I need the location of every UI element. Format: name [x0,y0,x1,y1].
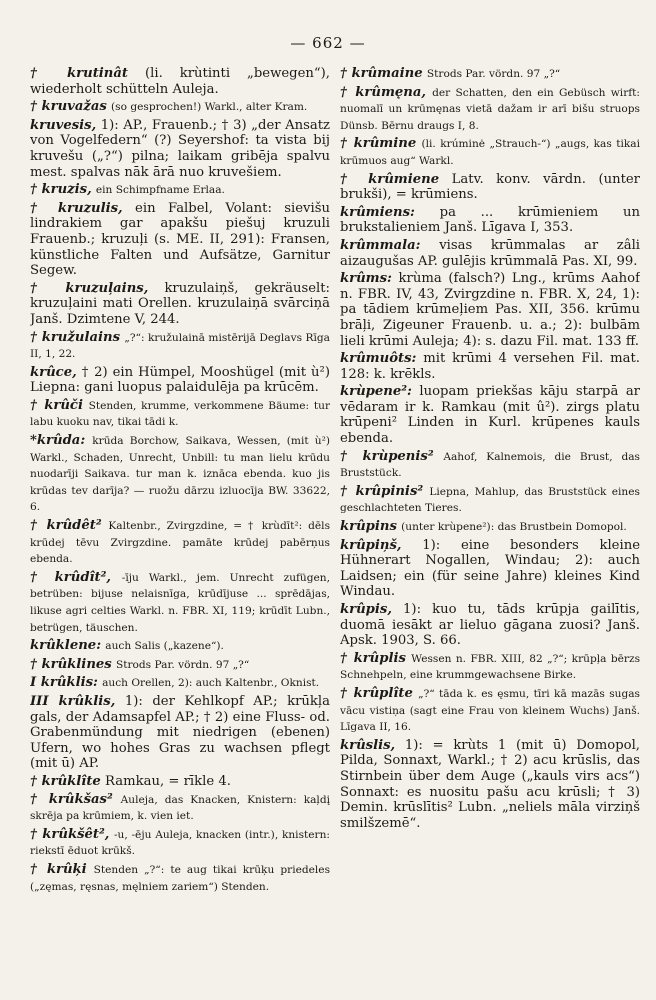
entry-text: auch Salis („kazene“). [105,640,224,653]
entry-text: Kaltenbr., Zvirgzdine, = † krùdīt²: dēls krūdej tēvu Zvirgzdine. pamāte krūdej pabērņus ebenda. [30,520,330,566]
headword: † krùpenis² [340,448,434,464]
entry-text: 1): der Kehlkopf AP.; krūkļa gals, der Adamsapfel AP.; † 2) eine Fluss- od. Grabenmündung mit niedrigen (ebenen) Ufern, wo hohes Gras zu wachsen pflegt (mit ū) AP. [30,693,330,772]
headword: krûklene: [30,638,102,654]
entry-text: Wessen n. FBR. XIII, 82 „?“; krūpļa bērzs Schnehpeln, eine krummgewachsene Birke. [340,652,640,682]
entry-krumine [340,136,640,169]
page-number: — 662 — [290,34,366,52]
entry-text: „?“ tāda k. es ęsmu, tīri kā mazās sugas vācu vistiņa (sagt eine Frau von kleinem Wuchs) Janš. Līgava II, 16. [340,687,640,734]
headword: † krûmiene [340,171,440,187]
entry-kruklite [30,774,330,790]
entry-krukset [30,827,330,860]
headword: † krûplîte [340,685,413,701]
entry-krumiene [340,172,640,203]
entry-text: Ramkau, = rīkle 4. [105,773,231,789]
entry-kruzis [30,182,330,199]
entry-text: 1): eine besonders kleine Hühnerart Nogallen, Windau; 2): auch Laidsen; ein (für seine Jahre) kleines Kind Windau. [340,537,640,600]
entry-text: Stenden „?“: te aug tikai krūķu priedeles („zęmas, ręsnas, męlniem zariem“) Stenden. [30,863,330,893]
entry-krupene [340,384,640,446]
entry-krupins-2 [340,538,640,600]
entry-text: luopam priekšas kāju starpā ar vēdaram ir k. Ramkau (mit û²). zirgs platu krūpeni² Linden in Kurl. krūpenes kauls ebenda. [340,384,640,447]
entry-krumiens [340,205,640,236]
headword: † krûklines [30,656,112,672]
headword: † krûkšêt², [30,826,110,842]
headword: † krûmaine [340,66,423,81]
entry-kruplite [340,686,640,736]
entry-krupenis [340,449,640,482]
entry-krupis [340,602,640,649]
headword: krûce, [30,364,77,380]
headword: kruvesis, [30,117,97,133]
entry-krumuots [340,351,640,382]
entry-krupins [340,519,640,536]
entry-krums [340,271,640,349]
entry-text: Stenden, krumme, verkommene Bäume: tur labu kuoku nav, tikai tādi k. [30,399,330,429]
headword: † krûdêt² [30,518,102,534]
entry-krudit [30,570,330,636]
entry-text: -īju Warkl., jem. Unrecht zufügen, betrüben: bijuse nelaisnīga, krūdījuse ... sprēdājas, likuse agri celties Warkl. n. FBR. XI, 119; krūdīt Lubn., betrügen, täuschen. [30,571,330,634]
entry-text: krùma (falsch?) Lng., krūms Aahof n. FBR. IV, 43, Zvirgzdine n. FBR. X, 24, 1): pa tādiem krūmeļiem Pas. XII, 356. krūmu brāļi, Zigeuner Frauenb. u. a.; 2): bulbām lieli krūmi Auleja; 4): s. dazu Fil. mat. 133 ff. [340,271,640,349]
entry-text: auch Orellen, 2): auch Kaltenbr., Oknist. [102,677,320,690]
headword: I krûklis: [30,675,98,691]
entry-krutinat [30,66,330,97]
headword: † kružulains [30,329,121,345]
headword: † krûči [30,397,83,413]
entry-text: (unter krùpene²): das Brustbein Domopol. [401,521,627,534]
headword: † kruzis, [30,182,92,198]
entry-text: (so gesprochen!) Warkl., alter Kram. [111,101,308,114]
headword: krûslis, [340,737,396,753]
entry-text: mit krūmi 4 versehen Fil. mat. 128: k. krēkls. [340,351,640,382]
headword: † krûķi [30,861,87,877]
headword: † krûdît², [30,569,112,585]
headword: † krûklîte [30,773,101,789]
headword: krûmuôts: [340,351,417,367]
left-column [30,66,330,976]
entry-kruklines [30,657,330,674]
entry-kruzulis [30,201,330,279]
entry-text: Strods Par. vördn. 97 „?“ [115,658,250,671]
headword: krûpis, [340,602,392,617]
entry-text: 1): = krùts 1 (mit ū) Domopol, Pilda, Sonnaxt, Warkl.; † 2) acu krūslis, das Stirnbein über dem Auge („kauls virs acs“) Sonnaxt: es nuositu pašu acu krūsli; † 3) Demin. krūslītis² Lubn. „neliels māla virziņš smilšzemē“. [340,737,640,831]
entry-text: 1): AP., Frauenb.; † 3) „der Ansatz von Vogelfedern“ (?) Seyershof: ta vista bij kruvešu („?“) pilna; laikam gribēja spalvu mest. spalvas nāk ārā nuo kruvešiem. [30,117,330,180]
entry-kruki [30,862,330,895]
entry-text: (li. krùtinti „bewegen“), wiederholt schütteln Auleja. [30,66,330,97]
entry-krumaine [340,66,640,83]
entry-kruzulains [30,281,330,328]
entry-text: krūda Borchow, Saikava, Wessen, (mit ù²) Warkl., Schaden, Unrecht, Unbill: tu man lielu krūdu nuodarīji Saikava. tur man k. iznāca ebenda. kuo jis krūdas tev darīja? — ruožu dārzu izluocīja BW. 33622, 6. [30,435,330,514]
entry-text: pa ... krūmieniem un brukstalieniem Janš. Līgava I, 353. [340,204,640,236]
entry-kruvazas [30,99,330,116]
entry-text: 1): kuo tu, tāds krūpja gailītis, duomā iesākt ar lieluo gāgana zuosi? Janš. Apsk. 1903, S. 66. [340,602,640,649]
entry-krumena [340,85,640,135]
headword: krûms: [340,271,392,287]
entry-kruklis-3 [30,694,330,772]
entry-kruklene [30,638,330,655]
headword: † krûpinis² [340,483,424,499]
entry-text: † 2) ein Hümpel, Mooshügel (mit ù²) Liepna: gani luopus palaidulēja pa krūcēm. [30,364,330,396]
headword: † kruzuļains, [30,280,149,296]
headword: † krûmine [340,136,417,152]
entry-text: Strods Par. vördn. 97 „?“ [426,68,561,80]
entry-krudet [30,518,330,568]
entry-krupinis [340,484,640,517]
entry-text: (li. krúminė „Strauch-“) „augs, kas tikai krūmuos aug“ Warkl. [340,138,640,167]
entry-text: ein Falbel, Volant: sievišu lindrakiem gar apakšu piešuj kruzuli Frauenb.; kruzuļi (s. ME. II, 291): Fransen, künstliche Falten und Aufsätze, Garnitur Segew. [30,200,330,279]
headword: † krûmęna, [340,84,427,100]
entry-krummala [340,238,640,269]
headword: † krûkšas² [30,791,113,807]
entry-krupls [340,651,640,684]
entry-kruda [30,433,330,516]
entry-text: Aahof, Kalnemois, die Brust, das Bruststück. [340,450,640,480]
headword: III krûklis, [30,693,116,709]
headword: *krûda: [30,433,86,449]
entry-text: der Schatten, den ein Gebüsch wirft: nuomalī un krūmęnas vietā dažam ir arī bišu struops Dünsb. Bērnu draugs I, 8. [340,86,640,132]
headword: krûmmala: [340,237,421,253]
headword: krûmiens: [340,204,415,220]
right-column [340,66,640,976]
entry-text: -u, -ēju Auleja, knacken (intr.), knistern: riekstī ēduot krūkš. [30,828,330,858]
entry-text: „?“: kružulainā mistērijā Deglavs Rīga II, 1, 22. [30,331,330,361]
entry-kruci [30,398,330,431]
entry-text: Auleja, das Knacken, Knistern: kaļdį skrēja pa krūmiem, k. vien iet. [30,793,330,823]
entry-text: visas krūmmalas ar zâli aizaugušas AP. gulējis krūmmalā Pas. XI, 99. [340,237,640,269]
entry-kruce [30,365,330,396]
entry-kruvesis [30,118,330,180]
headword: † krutinât [30,66,129,81]
entry-text: kruzulaiņš, gekräuselt: kruzuļaini mati Orellen. kruzulaiņā svārciņā Janš. Dzimtene V, 244. [30,280,330,327]
headword: † krûplis [340,650,406,666]
headword: krùpene²: [340,384,412,400]
entry-text: Liepna, Mahlup, das Bruststück eines geschlachteten Tieres. [340,485,640,515]
entry-text: ein Schimpfname Erlaa. [95,184,225,197]
headword: krûpins [340,519,397,535]
entry-kruzulains-2 [30,330,330,363]
entry-kruklis-1 [30,675,330,692]
entry-kruslis [340,738,640,832]
entry-text: Latv. konv. vārdn. (unter brukši), = krūmiens. [340,171,640,203]
headword: krûpiņš, [340,537,402,553]
entry-kruksas [30,792,330,825]
headword: † kruzulis, [30,200,123,216]
headword: † kruvažas [30,99,107,115]
